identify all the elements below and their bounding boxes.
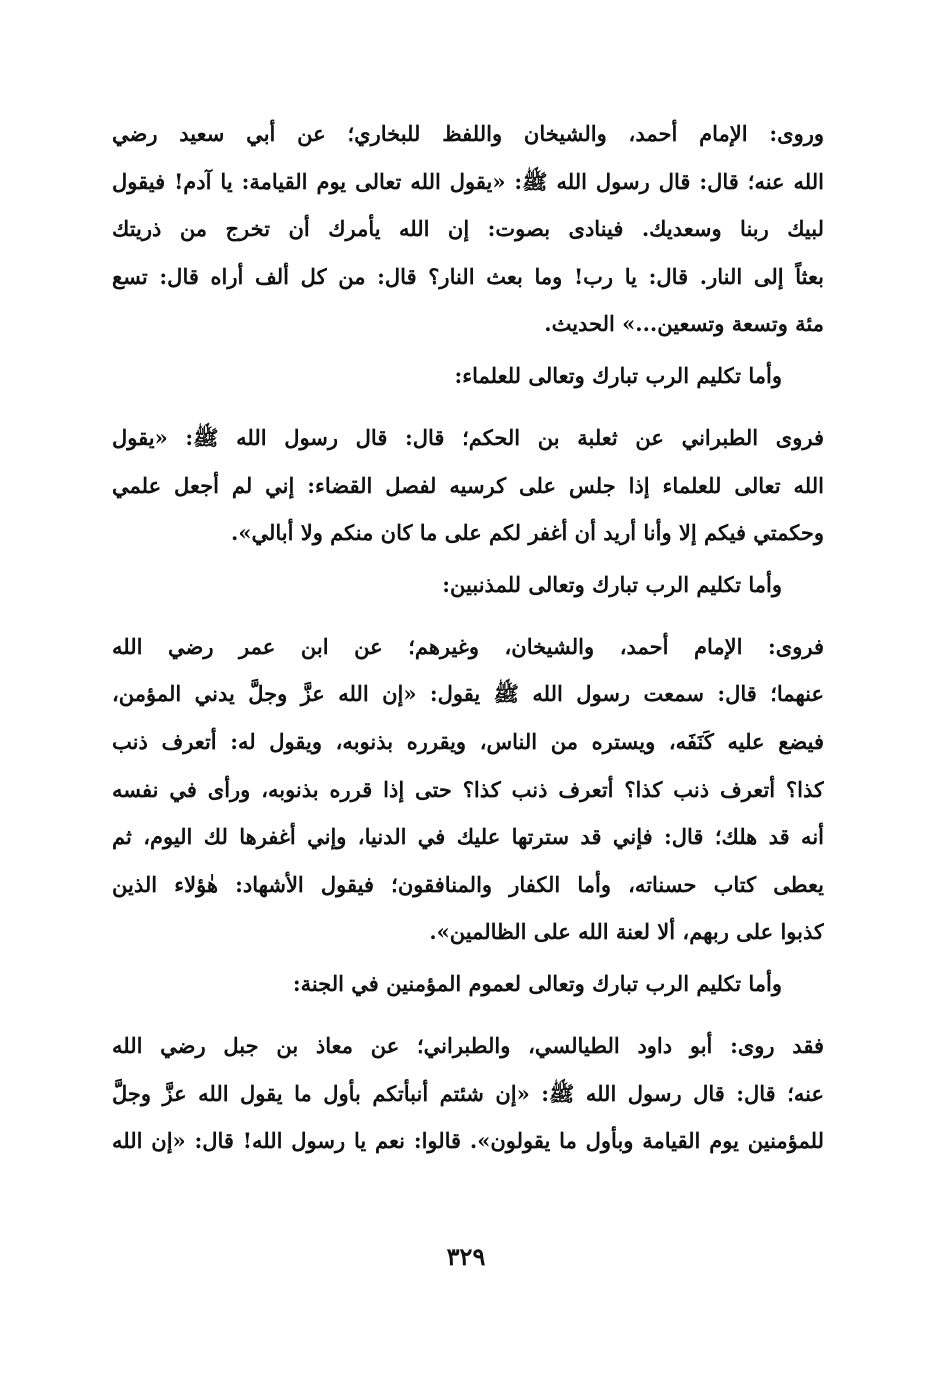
text-line: بعثاً إلى النار. قال: يا رب! وما بعث النار؟ قال: من كل ألف أراه قال: تسع <box>112 263 824 289</box>
text-line: مئة وتسعة وتسعين...» الحديث. <box>544 311 824 337</box>
text-line: فيضع عليه كَنَفَه، ويستره من الناس، ويقرره بذنوبه، ويقول له: أتعرف ذنب <box>112 728 824 754</box>
text-line: الله عنه؛ قال: قال رسول الله ﷺ: «يقول الله تعالى يوم القيامة: يا آدم! فيقول <box>112 168 824 194</box>
text-line: كذا؟ أتعرف ذنب كذا؟ أتعرف ذنب كذا؟ حتى إذا قرره بذنوبه، ورأى في نفسه <box>112 776 824 802</box>
text-line: فروى الطبراني عن ثعلبة بن الحكم؛ قال: قال رسول الله ﷺ: «يقول <box>112 424 824 450</box>
text-line: وحكمتي فيكم إلا وأنا أريد أن أغفر لكم على ما كان منكم ولا أبالي». <box>231 520 824 546</box>
paragraph-ibn-umar-hadith <box>112 623 824 956</box>
page-number: ٣٢٩ <box>446 1242 486 1271</box>
text-line: عنهما؛ قال: سمعت رسول الله ﷺ يقول: «إن الله عزَّ وجلَّ يدني المؤمن، <box>112 681 824 707</box>
text-line: أنه قد هلك؛ قال: فإني قد سترتها عليك في الدنيا، وإني أغفرها لك اليوم، ثم <box>112 824 824 850</box>
text-line: كذبوا على ربهم، ألا لعنة الله على الظالمين». <box>429 919 824 945</box>
text-line: فروى: الإمام أحمد، والشيخان، وغيرهم؛ عن ابن عمر رضي الله <box>112 633 824 659</box>
section-heading-sinners: وأما تكليم الرب تبارك وتعالى للمذنبين: <box>442 571 782 597</box>
text-line: عنه؛ قال: قال رسول الله ﷺ: «إن شئتم أنبأتكم بأول ما يقول الله عزَّ وجلَّ <box>112 1080 824 1106</box>
text-line: يعطى كتاب حسناته، وأما الكفار والمنافقون؛ فيقول الأشهاد: هٰؤلاء الذين <box>112 871 824 897</box>
paragraph-abu-said-hadith <box>112 110 824 348</box>
page-body <box>112 110 824 1165</box>
text-line: لبيك ربنا وسعديك. فينادى بصوت: إن الله يأمرك أن تخرج من ذريتك <box>112 216 824 242</box>
text-line: وروى: الإمام أحمد، والشيخان واللفظ للبخاري؛ عن أبي سعيد رضي <box>112 121 824 146</box>
paragraph-muadh-hadith <box>112 1022 824 1165</box>
text-line: الله تعالى للعلماء إذا جلس على كرسيه لفصل القضاء: إني لم أجعل علمي <box>112 472 824 498</box>
text-line: للمؤمنين يوم القيامة وبأول ما يقولون». قالوا: نعم يا رسول الله! قال: «إن الله <box>112 1128 824 1154</box>
text-line: فقد روى: أبو داود الطيالسي، والطبراني؛ عن معاذ بن جبل رضي الله <box>112 1032 824 1058</box>
section-heading-scholars: وأما تكليم الرب تبارك وتعالى للعلماء: <box>454 362 782 388</box>
paragraph-tabarani-hadith <box>112 414 824 557</box>
section-heading-believers-paradise: وأما تكليم الرب تبارك وتعالى لعموم المؤمنين في الجنة: <box>292 970 782 996</box>
